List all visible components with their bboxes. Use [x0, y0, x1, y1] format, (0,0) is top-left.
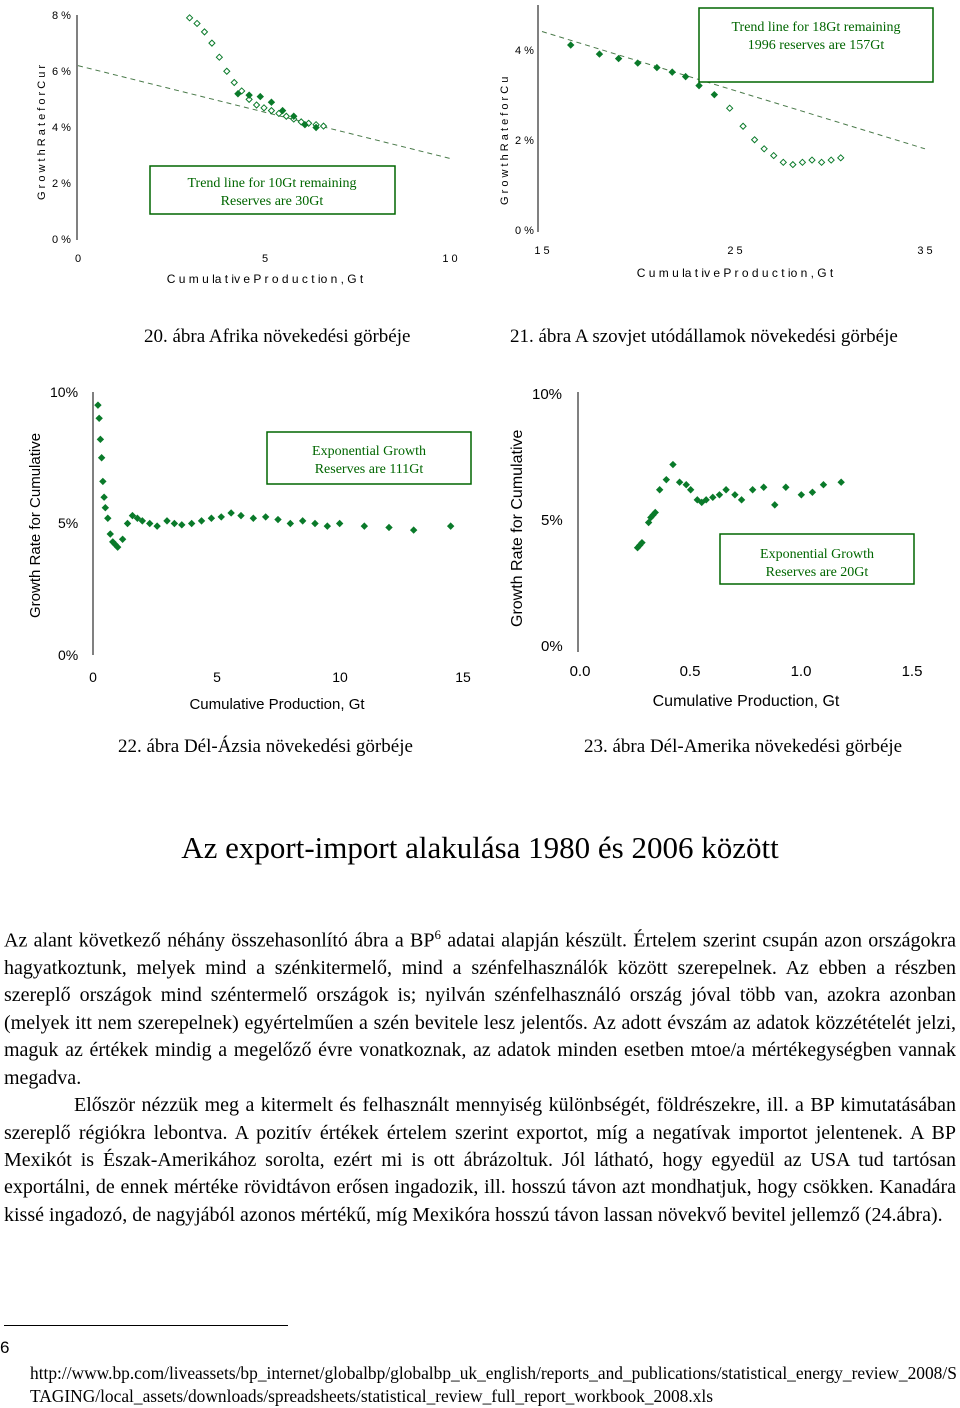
south-america-data-point	[820, 482, 826, 488]
south-america-y-tick-10: 10%	[532, 386, 563, 403]
south-asia-growth-chart	[0, 370, 490, 720]
south-america-data-point	[838, 479, 844, 485]
africa-chart-svg	[0, 0, 470, 300]
africa-data-point	[268, 108, 274, 114]
south-asia-data-point	[337, 521, 343, 527]
africa-data-point	[231, 80, 237, 86]
footnote-divider	[4, 1325, 288, 1326]
south-asia-data-point	[189, 521, 195, 527]
africa-data-point	[261, 105, 267, 111]
south-asia-data-point	[101, 494, 107, 500]
south-asia-y-tick-0: 0%	[58, 647, 79, 663]
fsu-data-point	[761, 146, 767, 152]
south-america-data-point	[677, 479, 683, 485]
south-america-x-tick-15: 1.5	[901, 663, 923, 680]
fsu-growth-chart	[480, 0, 960, 300]
fsu-chart-svg	[480, 0, 960, 300]
south-asia-data-point	[275, 517, 281, 523]
south-america-data-point	[772, 502, 778, 508]
fsu-data-point	[838, 155, 844, 161]
south-asia-data-point	[102, 505, 108, 511]
south-america-annotation-line2: Reserves are 20Gt	[765, 565, 869, 580]
south-asia-y-tick-10: 10%	[50, 384, 79, 400]
paragraph-1	[4, 921, 956, 1092]
fsu-data-point	[654, 65, 660, 71]
south-america-data-point	[683, 482, 689, 488]
africa-data-point	[194, 20, 200, 26]
africa-data-point	[321, 123, 327, 129]
south-asia-data-point	[120, 536, 126, 542]
fig20-caption: 20. ábra Afrika növekedési görbéje	[144, 326, 411, 347]
fig22-caption: 22. ábra Dél-Ázsia növekedési görbéje	[118, 736, 413, 757]
south-asia-data-point	[448, 523, 454, 529]
fsu-data-point	[616, 56, 622, 62]
fsu-y-tick-4: 4 %	[515, 45, 534, 57]
paragraph-1-rest: adatai alapján készült. Értelem szerint csupán azon országokra hagyatkoztunk, melyek mind a szénkitermelő, mind a szénfelhasználók között szerepelnek. Az ebben a részben szereplő országok mind széntermelő országok is; nyilván szénfelhasználó ország jóval több van, azokra azonban (melyek itt nem szerepelnek) egyértelműen a szén bevitele lesz jelentős. Az adott évszám az adatok közzétételét jelzi, maguk az értékek mindig a megelőző évre vonatkoznak, az adatok minden esetben mtoe/a mértékegységben vannak megadva.	[4, 929, 956, 1089]
africa-y-axis-label: G r o w t h R a t e f o r C u r	[36, 64, 48, 200]
africa-y-tick-0: 0 %	[52, 234, 71, 246]
fsu-y-tick-0: 0 %	[515, 225, 534, 237]
south-asia-data-point	[208, 515, 214, 521]
south-america-data-point	[657, 487, 663, 493]
south-asia-data-point	[263, 514, 269, 520]
fsu-data-point	[790, 162, 796, 168]
body-text	[4, 921, 956, 1229]
south-asia-data-point	[361, 523, 367, 529]
south-asia-x-tick-15: 15	[455, 669, 471, 685]
africa-y-tick-6: 6 %	[52, 66, 71, 78]
africa-annotation-line1: Trend line for 10Gt remaining	[187, 176, 357, 191]
south-asia-chart-svg	[0, 370, 490, 720]
africa-growth-chart	[0, 0, 470, 300]
south-america-data-point	[798, 492, 804, 498]
south-asia-data-point	[125, 521, 131, 527]
fsu-data-point	[696, 83, 702, 89]
fsu-x-tick-25: 2 5	[727, 245, 743, 257]
africa-y-tick-2: 2 %	[52, 178, 71, 190]
south-america-data-point	[710, 494, 716, 500]
south-america-chart-svg	[490, 370, 960, 720]
fsu-x-axis-label: C u m u la t iv e P r o d u c t io n , G t	[636, 266, 834, 280]
africa-data-point	[254, 102, 260, 108]
fsu-data-point	[780, 159, 786, 165]
south-asia-data-point	[96, 415, 102, 421]
south-asia-data-point	[100, 478, 106, 484]
south-asia-data-point	[107, 531, 113, 537]
south-asia-data-point	[386, 524, 392, 530]
south-america-data-point	[663, 477, 669, 483]
south-america-growth-chart	[490, 370, 960, 720]
south-asia-x-tick-10: 10	[332, 669, 348, 685]
south-asia-y-axis-label: Growth Rate for Cumulative	[27, 432, 44, 618]
fsu-data-point	[819, 159, 825, 165]
south-america-annotation-line1: Exponential Growth	[760, 547, 874, 562]
fsu-data-point	[828, 157, 834, 163]
footnote-number: 6	[0, 1338, 10, 1357]
fsu-data-point	[740, 123, 746, 129]
south-asia-data-point	[171, 521, 177, 527]
south-america-x-tick-1: 1.0	[790, 663, 812, 680]
fsu-annotation-line2: 1996 reserves are 157Gt	[747, 38, 885, 53]
fsu-y-tick-2: 2 %	[515, 135, 534, 147]
africa-data-point	[209, 40, 215, 46]
section-heading: Az export-import alakulása 1980 és 2006 között	[181, 830, 779, 865]
africa-data-point	[246, 92, 252, 98]
south-america-data-point	[750, 487, 756, 493]
fsu-annotation-line1: Trend line for 18Gt remaining	[731, 20, 901, 35]
fig21-caption: 21. ábra A szovjet utódállamok növekedési görbéje	[510, 326, 898, 347]
africa-data-point	[268, 99, 274, 105]
south-asia-y-tick-5: 5%	[58, 515, 79, 531]
south-america-y-tick-0: 0%	[541, 638, 563, 655]
africa-x-axis-label: C u m u la t iv e P r o d u c t io n , G t	[166, 272, 364, 286]
fsu-data-point	[809, 157, 815, 163]
south-asia-data-point	[300, 518, 306, 524]
africa-data-point	[216, 54, 222, 60]
africa-data-point	[187, 15, 193, 21]
south-asia-data-point	[105, 515, 111, 521]
south-america-data-point	[761, 484, 767, 490]
south-asia-data-point	[164, 518, 170, 524]
footnote-ref[interactable]: 6	[434, 927, 441, 942]
south-america-x-tick-05: 0.5	[679, 663, 701, 680]
fsu-y-axis-label: G r o w t h R a t e f o r C u	[499, 76, 511, 205]
south-asia-data-point	[199, 518, 205, 524]
footnote-url-link[interactable]: http://www.bp.com/liveassets/bp_internet/globalbp/globalbp_uk_english/reports_and_publications/statistical_energy_review_2008/STAGING/local_assets/downloads/spreadsheets/statistical_review_full_report_workbook_2008.xls	[30, 1363, 957, 1406]
africa-y-tick-4: 4 %	[52, 122, 71, 134]
fsu-data-point	[596, 51, 602, 57]
fsu-x-tick-35: 3 5	[917, 245, 933, 257]
fsu-data-point	[711, 92, 717, 98]
south-america-data-point	[723, 487, 729, 493]
south-asia-data-point	[97, 436, 103, 442]
south-asia-data-point	[99, 455, 105, 461]
africa-data-point	[257, 94, 263, 100]
south-asia-data-point	[312, 521, 318, 527]
south-america-data-point	[809, 489, 815, 495]
paragraph-1-start: Az alant következő néhány összehasonlító ábra a BP	[4, 929, 435, 952]
south-america-data-point	[739, 497, 745, 503]
fsu-data-point	[771, 153, 777, 159]
south-asia-data-point	[218, 514, 224, 520]
south-america-data-point	[783, 484, 789, 490]
fig23-caption: 23. ábra Dél-Amerika növekedési görbéje	[584, 736, 903, 757]
south-asia-data-point	[228, 510, 234, 516]
south-asia-data-point	[147, 521, 153, 527]
south-asia-data-point	[411, 527, 417, 533]
south-america-data-point	[670, 462, 676, 468]
africa-x-tick-0: 0	[74, 253, 82, 265]
south-asia-data-point	[179, 522, 185, 528]
africa-annotation-line2: Reserves are 30Gt	[220, 194, 324, 209]
paragraph-2: Először nézzük meg a kitermelt és felhasznált mennyiség különbségét, földrészekre, ill. a BP kimutatásában szereplő régiókra lebontva. A pozitív értékek értelem szerint exportot, míg a negatívak importot jelentenek. A BP Mexikót is Észak-Amerikához sorolta, ezért mi is ott ábrázoltuk. Jól látható, hogy egyedül az USA tud tartósan exportálni, de ennek mértéke rövidtávon erősen ingadozik, ill. hosszú távon azt mondhatjuk, hogy csökken. Kanadára kissé ingadozó, de nagyjából azonos mértékű, míg Mexikóra hosszú távon lassan növekvő bevitel jellemző (24.ábra).	[4, 1094, 956, 1226]
africa-x-tick-10: 1 0	[442, 253, 458, 265]
south-america-y-tick-5: 5%	[541, 512, 563, 529]
africa-y-tick-8: 8 %	[52, 10, 71, 22]
south-asia-x-tick-5: 5	[213, 669, 221, 685]
south-asia-data-point	[95, 402, 101, 408]
south-asia-data-point	[154, 523, 160, 529]
africa-trend-line	[78, 66, 450, 159]
south-asia-data-point	[238, 513, 244, 519]
fsu-data-point	[799, 159, 805, 165]
fsu-x-tick-15: 1 5	[534, 245, 550, 257]
south-asia-x-tick-0: 0	[89, 669, 97, 685]
fsu-data-point	[752, 137, 758, 143]
south-asia-annotation-line2: Reserves are 111Gt	[314, 462, 424, 477]
south-america-x-tick-0: 0.0	[569, 663, 591, 680]
south-america-data-point	[732, 492, 738, 498]
south-america-y-axis-label: Growth Rate for Cumulative	[509, 429, 526, 627]
africa-data-point	[224, 68, 230, 74]
south-asia-data-point	[324, 523, 330, 529]
fsu-data-point	[727, 105, 733, 111]
africa-data-point	[201, 29, 207, 35]
fsu-data-point	[568, 42, 574, 48]
south-asia-data-point	[250, 515, 256, 521]
south-america-x-axis-label: Cumulative Production, Gt	[652, 693, 840, 710]
south-america-data-point	[688, 487, 694, 493]
south-asia-x-axis-label: Cumulative Production, Gt	[189, 696, 365, 713]
africa-x-tick-5: 5	[261, 253, 269, 265]
fsu-data-point	[669, 69, 675, 75]
south-asia-annotation-line1: Exponential Growth	[312, 444, 426, 459]
south-asia-data-point	[287, 521, 293, 527]
south-america-data-point	[716, 492, 722, 498]
